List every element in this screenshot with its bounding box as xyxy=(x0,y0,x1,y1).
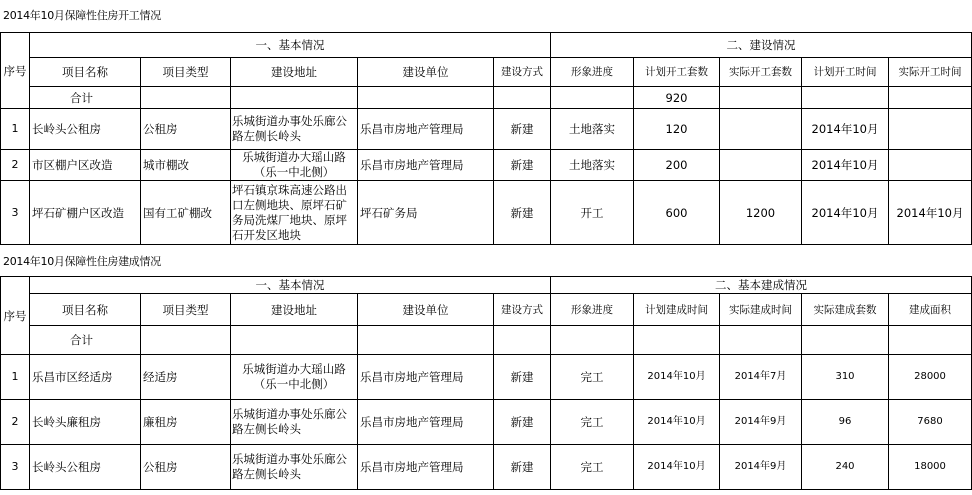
row-area: 18000 xyxy=(889,445,972,490)
row-address: 乐城街道办事处乐廊公路左侧长岭头 xyxy=(231,109,358,150)
row-units: 240 xyxy=(802,445,889,490)
row-plan-time: 2014年10月 xyxy=(802,109,889,150)
row-progress: 土地落实 xyxy=(551,109,634,150)
row-mode: 新建 xyxy=(494,445,551,490)
row-actual-time: 2014年9月 xyxy=(720,445,802,490)
row-name: 长岭头公租房 xyxy=(30,445,141,490)
row-address: 乐城街道办事处乐廊公路左侧长岭头 xyxy=(231,400,358,445)
col-header-name: 项目名称 xyxy=(30,294,141,326)
col-header-actual-units: 实际开工套数 xyxy=(720,58,802,87)
section2-title: 2014年10月保障性住房建成情况 xyxy=(3,255,161,268)
seq-header: 序号 xyxy=(1,33,30,109)
row-area: 28000 xyxy=(889,355,972,400)
row-address: 乐城街道办大瑶山路（乐一中北侧） xyxy=(231,150,358,181)
row-seq: 3 xyxy=(1,445,30,490)
col-header-actual-time: 实际开工时间 xyxy=(889,58,972,87)
group-basic-header: 一、基本情况 xyxy=(30,277,551,294)
row-actual-time: 2014年9月 xyxy=(720,400,802,445)
table-row xyxy=(1,445,972,490)
row-actual-time: 2014年7月 xyxy=(720,355,802,400)
col-header-progress: 形象进度 xyxy=(551,294,634,326)
row-plan-units: 600 xyxy=(634,181,720,245)
row-area: 7680 xyxy=(889,400,972,445)
group-status-header: 二、建设情况 xyxy=(551,33,972,58)
col-header-address: 建设地址 xyxy=(231,294,358,326)
row-plan-units: 120 xyxy=(634,109,720,150)
row-progress: 土地落实 xyxy=(551,150,634,181)
row-name: 乐昌市区经适房 xyxy=(30,355,141,400)
col-header-mode: 建设方式 xyxy=(494,58,551,87)
total-plan-units: 920 xyxy=(634,87,720,109)
row-actual-units xyxy=(720,150,802,181)
row-actual-time: 2014年10月 xyxy=(889,181,972,245)
table-row xyxy=(1,181,972,245)
row-seq: 1 xyxy=(1,109,30,150)
row-plan-time: 2014年10月 xyxy=(634,400,720,445)
row-actual-units: 1200 xyxy=(720,181,802,245)
row-mode: 新建 xyxy=(494,181,551,245)
total-label: 合计 xyxy=(30,87,141,109)
total-label: 合计 xyxy=(30,326,141,355)
col-header-progress: 形象进度 xyxy=(551,58,634,87)
row-type: 廉租房 xyxy=(141,400,231,445)
group-status-header: 二、基本建成情况 xyxy=(551,277,972,294)
col-header-plan-time: 计划开工时间 xyxy=(802,58,889,87)
col-header-type: 项目类型 xyxy=(141,294,231,326)
row-mode: 新建 xyxy=(494,400,551,445)
row-name: 坪石矿棚户区改造 xyxy=(30,181,141,245)
total-row xyxy=(1,87,972,109)
row-name: 长岭头廉租房 xyxy=(30,400,141,445)
row-address: 坪石镇京珠高速公路出口左侧地块、原坪石矿务局洗煤厂地块、原坪石开发区地块 xyxy=(231,181,358,245)
row-unit: 乐昌市房地产管理局 xyxy=(358,445,494,490)
seq-header: 序号 xyxy=(1,277,30,355)
section1-table xyxy=(0,32,972,245)
row-progress: 完工 xyxy=(551,400,634,445)
col-header-mode: 建设方式 xyxy=(494,294,551,326)
row-seq: 2 xyxy=(1,150,30,181)
table-row xyxy=(1,150,972,181)
col-header-address: 建设地址 xyxy=(231,58,358,87)
row-name: 长岭头公租房 xyxy=(30,109,141,150)
row-actual-units xyxy=(720,109,802,150)
row-address: 乐城街道办事处乐廊公路左侧长岭头 xyxy=(231,445,358,490)
table-row xyxy=(1,355,972,400)
row-name: 市区棚户区改造 xyxy=(30,150,141,181)
row-plan-units: 200 xyxy=(634,150,720,181)
col-header-area: 建成面积 xyxy=(889,294,972,326)
col-header-name: 项目名称 xyxy=(30,58,141,87)
row-actual-time xyxy=(889,109,972,150)
row-plan-time: 2014年10月 xyxy=(634,355,720,400)
row-seq: 1 xyxy=(1,355,30,400)
col-header-type: 项目类型 xyxy=(141,58,231,87)
row-mode: 新建 xyxy=(494,150,551,181)
col-header-unit: 建设单位 xyxy=(358,294,494,326)
group-basic-header: 一、基本情况 xyxy=(30,33,551,58)
row-mode: 新建 xyxy=(494,355,551,400)
row-units: 310 xyxy=(802,355,889,400)
row-type: 公租房 xyxy=(141,445,231,490)
table-row xyxy=(1,400,972,445)
row-unit: 乐昌市房地产管理局 xyxy=(358,109,494,150)
row-progress: 完工 xyxy=(551,445,634,490)
row-unit: 乐昌市房地产管理局 xyxy=(358,150,494,181)
row-seq: 2 xyxy=(1,400,30,445)
col-header-units: 实际建成套数 xyxy=(802,294,889,326)
col-header-actual-time: 实际建成时间 xyxy=(720,294,802,326)
row-mode: 新建 xyxy=(494,109,551,150)
row-type: 国有工矿棚改 xyxy=(141,181,231,245)
total-row xyxy=(1,326,972,355)
row-unit: 坪石矿务局 xyxy=(358,181,494,245)
row-plan-time: 2014年10月 xyxy=(634,445,720,490)
row-progress: 完工 xyxy=(551,355,634,400)
col-header-unit: 建设单位 xyxy=(358,58,494,87)
row-unit: 乐昌市房地产管理局 xyxy=(358,400,494,445)
row-type: 城市棚改 xyxy=(141,150,231,181)
row-type: 经适房 xyxy=(141,355,231,400)
row-seq: 3 xyxy=(1,181,30,245)
row-address: 乐城街道办大瑶山路（乐一中北侧） xyxy=(231,355,358,400)
col-header-plan-units: 计划开工套数 xyxy=(634,58,720,87)
row-plan-time: 2014年10月 xyxy=(802,150,889,181)
row-actual-time xyxy=(889,150,972,181)
row-units: 96 xyxy=(802,400,889,445)
col-header-plan-time: 计划建成时间 xyxy=(634,294,720,326)
table-row xyxy=(1,109,972,150)
row-plan-time: 2014年10月 xyxy=(802,181,889,245)
row-type: 公租房 xyxy=(141,109,231,150)
row-unit: 乐昌市房地产管理局 xyxy=(358,355,494,400)
section1-title: 2014年10月保障性住房开工情况 xyxy=(3,9,161,22)
section2-table xyxy=(0,276,972,490)
row-progress: 开工 xyxy=(551,181,634,245)
